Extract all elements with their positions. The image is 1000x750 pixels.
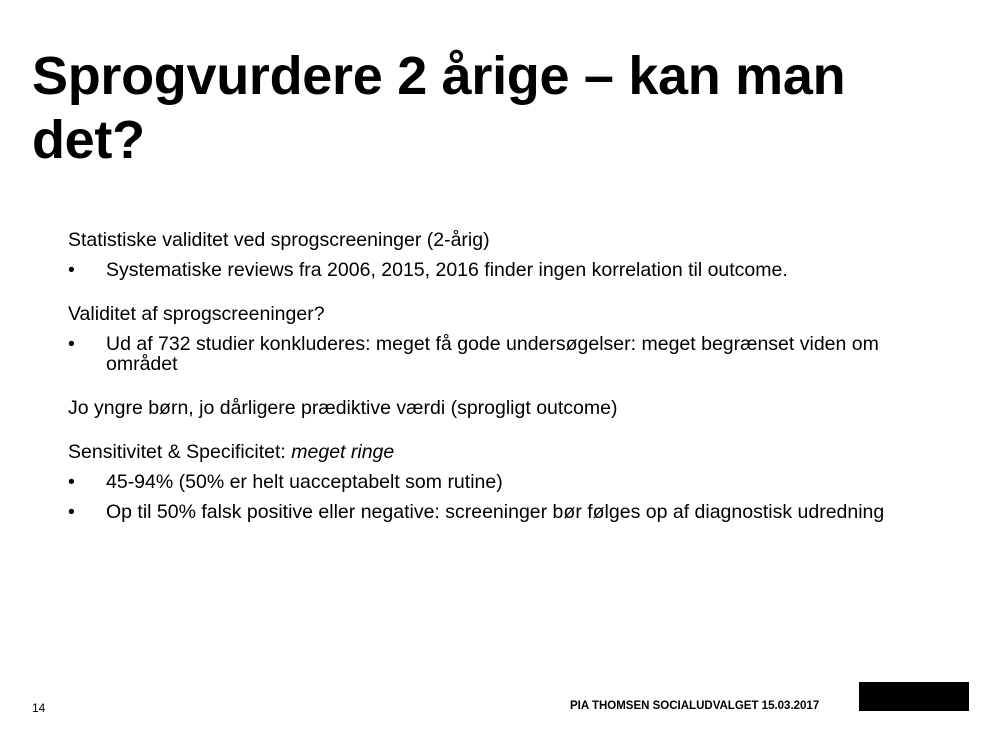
bullet-list: [68, 334, 938, 374]
bullet-text: Op til 50% falsk positive eller negative: screeninger bør følges op af diagnostisk udredning: [106, 501, 885, 523]
bullet-list: [68, 472, 938, 522]
bullet-text: Ud af 732 studier konkluderes: meget få gode undersøgelser: meget begrænset viden om området: [106, 333, 879, 375]
bullet-text: Systematiske reviews fra 2006, 2015, 2016 finder ingen korrelation til outcome.: [106, 259, 788, 281]
section-heading: Statistiske validitet ved sprogscreeninger (2-årig): [68, 229, 490, 251]
logo-box: [859, 682, 969, 711]
bullet-text: 45-94% (50% er helt uacceptabelt som rutine): [106, 471, 503, 493]
bullet-item: [68, 334, 938, 374]
bullet-item: [68, 502, 938, 522]
section-sensitivity: [68, 442, 938, 522]
section-heading: [68, 442, 938, 462]
bullet-item: [68, 260, 938, 280]
section-younger-children: [68, 398, 938, 418]
footer-presenter: PIA THOMSEN SOCIALUDVALGET 15.03.2017: [570, 700, 820, 712]
section-screening-validity: [68, 304, 938, 374]
bullet-list: [68, 260, 938, 280]
heading-text: Sensitivitet & Specificitet:: [68, 441, 292, 463]
heading-emphasis: meget ringe: [291, 441, 395, 463]
bullet-item: [68, 472, 938, 492]
bullet-icon: •: [68, 333, 75, 355]
bullet-icon: •: [68, 471, 75, 493]
slide-title: Sprogvurdere 2 årige – kan man det?: [32, 46, 846, 170]
slide-body: [68, 228, 938, 546]
bullet-icon: •: [68, 259, 75, 281]
bullet-icon: •: [68, 501, 75, 523]
section-heading: Validitet af sprogscreeninger?: [68, 303, 325, 325]
page-number: 14: [32, 701, 46, 715]
section-heading: Jo yngre børn, jo dårligere prædiktive værdi (sprogligt outcome): [68, 397, 618, 419]
section-statistical-validity: [68, 230, 938, 280]
